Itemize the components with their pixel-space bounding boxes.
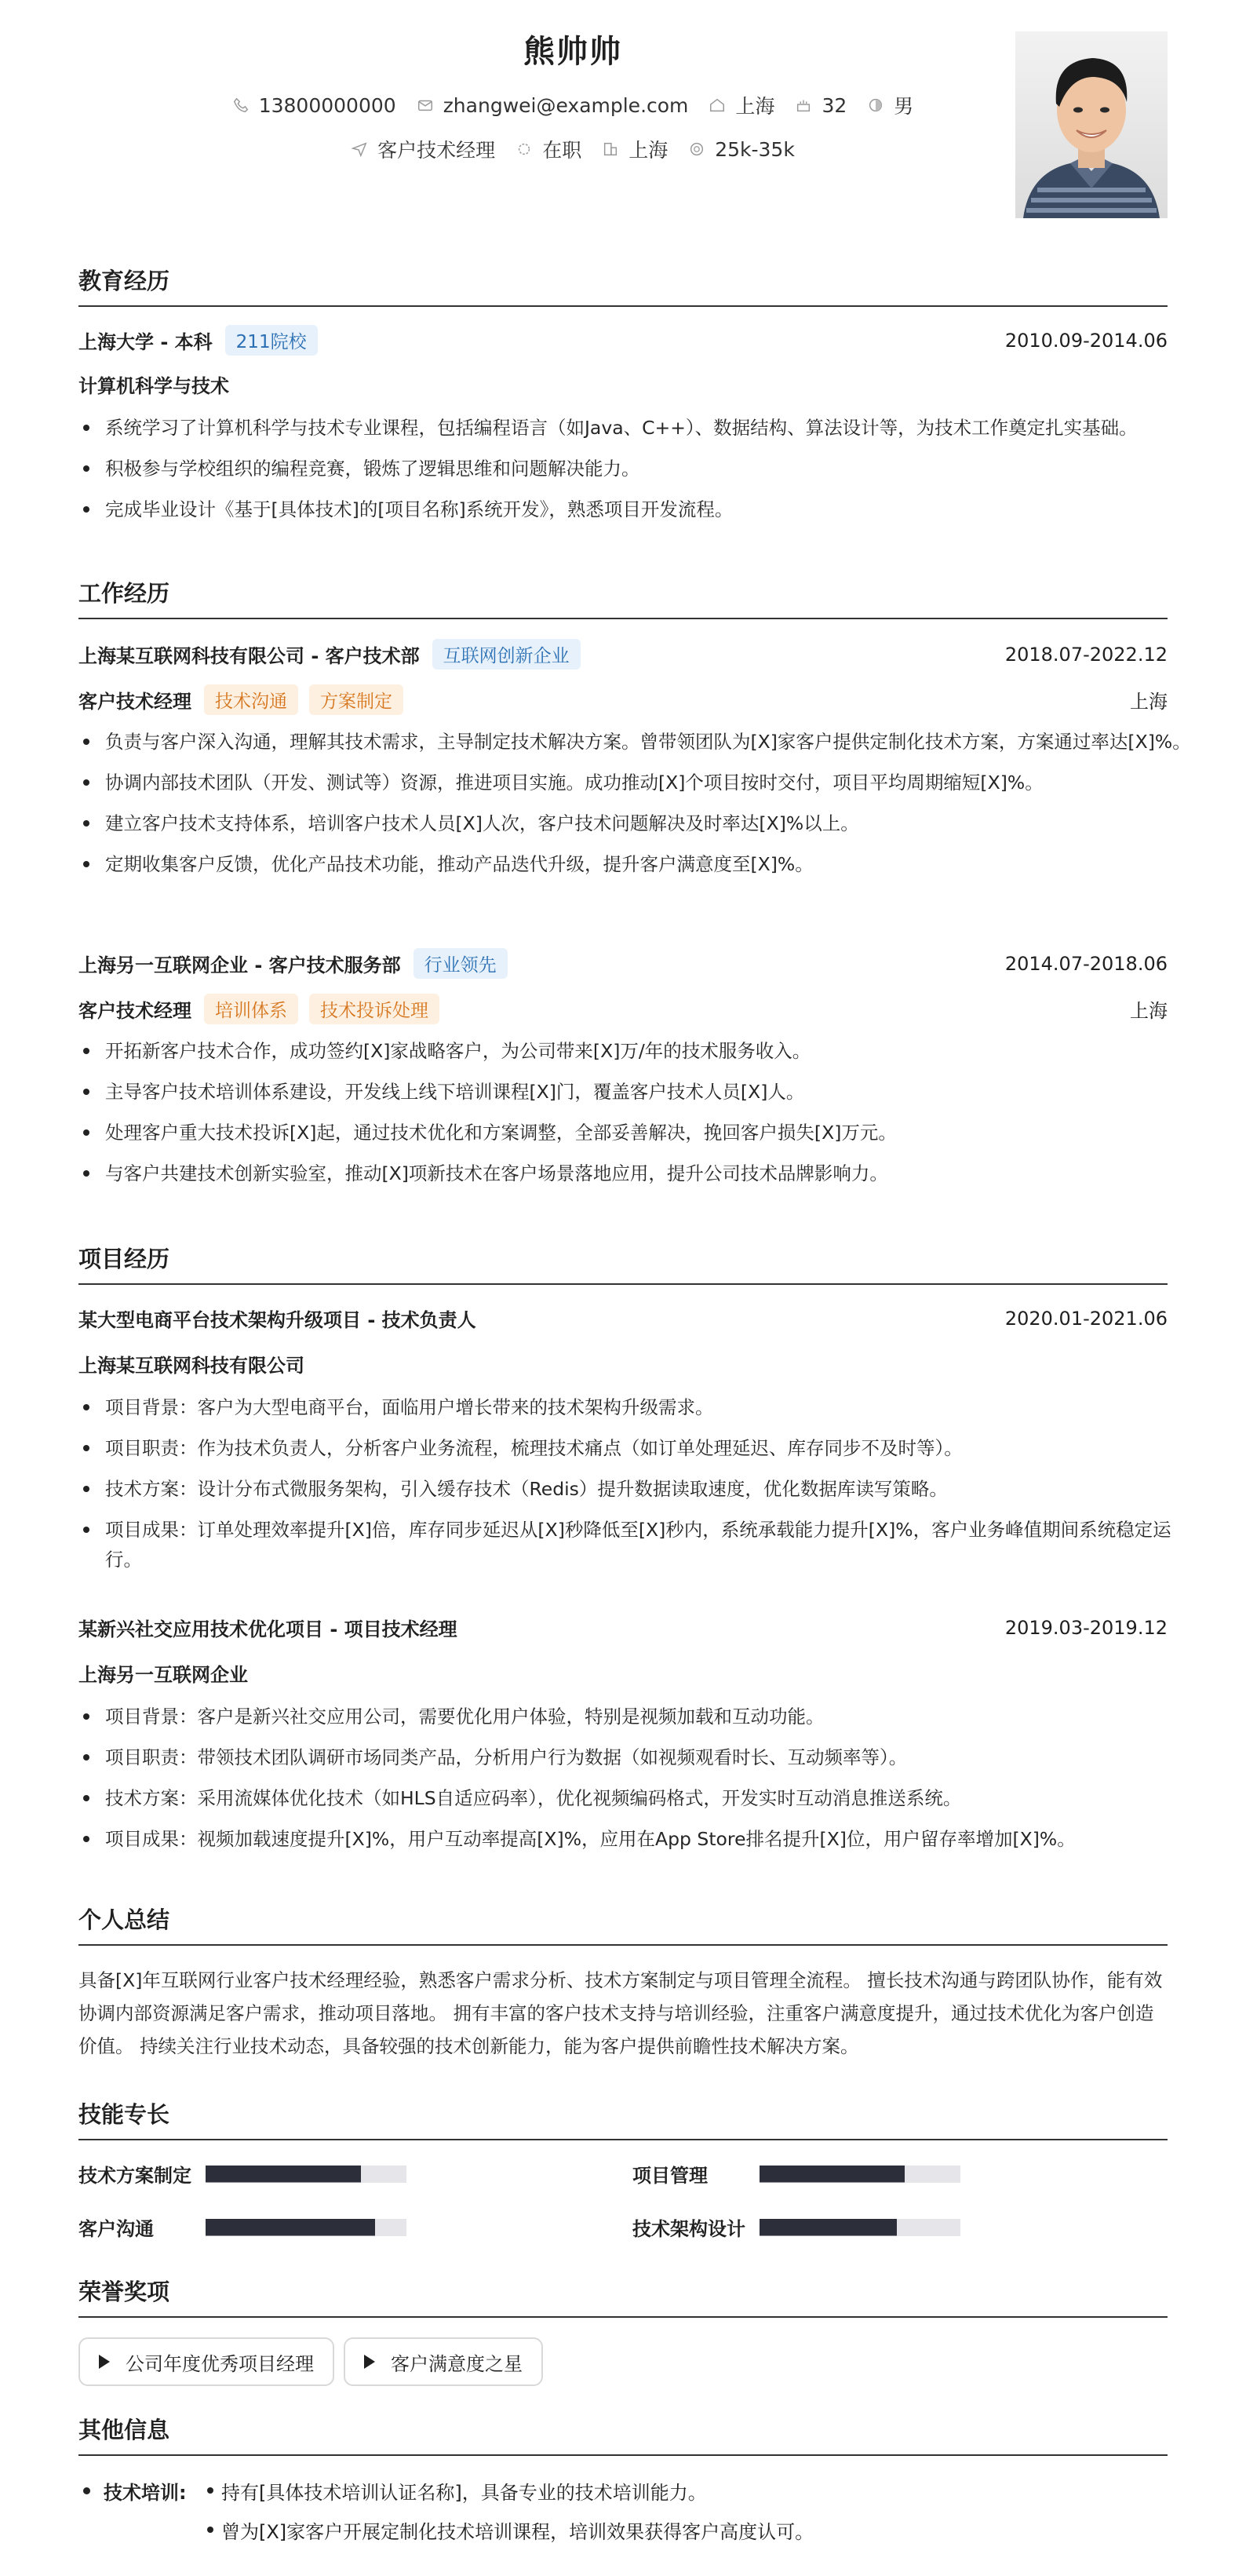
status-item [516,135,581,163]
other-row [78,2477,1168,2508]
school-name: 上海大学 - 本科 [78,331,213,353]
list-item: 主导客户技术培训体系建设，开发线上线下培训课程[X]门，覆盖客户技术人员[X]人。 [105,1077,1194,1107]
skill-item [78,2160,406,2187]
position-text: 客户技术经理 [377,139,496,162]
gender-icon [867,97,884,114]
target-city-item [602,135,668,163]
list-item: 负责与客户深入沟通，理解其技术需求，主导制定技术解决方案。曾带领团队为[X]家客户提供定制化技术方案，方案通过率达[X]%。 [105,727,1194,757]
education-title: 教育经历 [78,264,1168,307]
project-1-row [78,1304,1168,1332]
skill-bar [760,2166,960,2183]
major-row [78,370,1168,398]
project-2-org-row [78,1659,1168,1687]
projects-title: 项目经历 [78,1242,1168,1285]
skill-item [632,2160,960,2187]
mail-icon [417,97,434,114]
skill-bar-fill [206,2219,375,2236]
list-item: 开拓新客户技术合作，成功签约[X]家战略客户，为公司带来[X]万/年的技术服务收入。 [105,1036,1194,1066]
list-item: 项目背景：客户为大型电商平台，面临用户增长带来的技术架构升级需求。 [105,1392,1194,1422]
skill-bar-fill [760,2166,905,2183]
job-2-row [78,948,1168,979]
list-item: 技术方案：采用流媒体优化技术（如HLS自适应码率），优化视频编码格式，开发实时互动消息推送系统。 [105,1783,1194,1813]
project-1-org-row [78,1350,1168,1377]
age-item [795,94,847,117]
list-item: 定期收集客户反馈，优化产品技术功能，推动产品迭代升级，提升客户满意度至[X]%。 [105,849,1194,879]
other-title: 其他信息 [78,2413,1168,2456]
job-1-role-row [78,684,1168,715]
home-icon [709,97,726,114]
skill-name: 技术方案制定 [78,2165,191,2187]
honors-title: 荣誉奖项 [78,2275,1168,2318]
summary-text: 具备[X]年互联网行业客户技术经理经验，熟悉客户需求分析、技术方案制定与项目管理全流程。 擅长技术沟通与跨团队协作，能有效协调内部资源满足客户需求，推动项目落地。 拥有丰富的客户技术支持与培训经验，注重客户满意度提升，通过技术优化为客户创造价值。 持续关注行业技术动态，具备较强的技术创新能力，能为客户提供前瞻性技术解决方案。 [78,1969,1163,2057]
profile-photo [1015,31,1168,218]
skill-item [78,2213,406,2241]
education-date: 2010.09-2014.06 [1004,329,1168,352]
project-2-row [78,1614,1168,1641]
job-1-role: 客户技术经理 [78,691,191,713]
list-item: 与客户共建技术创新实验室，推动[X]项新技术在客户场景落地应用，提升公司技术品牌影响力。 [105,1158,1194,1188]
job-2-location: 上海 [1130,1000,1168,1022]
job-1-company: 上海某互联网科技有限公司 - 客户技术部 [78,645,420,667]
project-2-name: 某新兴社交应用技术优化项目 - 项目技术经理 [78,1618,457,1640]
list-item: 项目职责：作为技术负责人，分析客户业务流程，梳理技术痛点（如订单处理延迟、库存同步不及时等）。 [105,1433,1194,1463]
email-text: zhangwei@example.com [443,93,689,117]
school-tag: 211院校 [225,325,318,356]
job-2-role: 客户技术经理 [78,1000,191,1022]
status-text: 在职 [542,139,582,162]
skill-bar [760,2219,960,2236]
list-item: 完成毕业设计《基于[具体技术]的[项目名称]系统开发》，熟悉项目开发流程。 [105,494,1194,524]
project-2-date: 2019.03-2019.12 [1004,1616,1168,1639]
salary-text: 25k-35k [715,137,795,161]
project-1-date: 2020.01-2021.06 [1004,1307,1168,1330]
contact-row-2 [0,135,1146,163]
other-item: 持有[具体技术培训认证名称]，具备专业的技术培训能力。 [221,2477,707,2505]
job-2-bullets [78,1036,1194,1199]
skill-bar [206,2219,406,2236]
city-item [709,91,774,119]
skill-bar-fill [760,2219,897,2236]
bullet-dot [83,2487,90,2494]
skill-bar-fill [206,2166,361,2183]
job-1-date: 2018.07-2022.12 [1004,643,1168,666]
list-item: 项目成果：视频加载速度提升[X]%，用户互动率提高[X]%，应用在App Store排名提升[X]位，用户留存率增加[X]%。 [105,1824,1194,1854]
project-1-bullets [78,1392,1194,1585]
list-item: 处理客户重大技术投诉[X]起，通过技术优化和方案调整，全部妥善解决，挽回客户损失[X]万元。 [105,1118,1194,1148]
list-item: 项目成果：订单处理效率提升[X]倍，库存同步延迟从[X]秒降低至[X]秒内，系统承载能力提升[X]%，客户业务峰值期间系统稳定运行。 [105,1515,1194,1574]
list-item: 系统学习了计算机科学与技术专业课程，包括编程语言（如Java、C++）、数据结构、算法设计等，为技术工作奠定扎实基础。 [105,413,1194,443]
other-row [78,2516,1168,2548]
job-1-bullets [78,727,1194,890]
other-key: 技术培训: [104,2482,187,2504]
list-item: 建立客户技术支持体系，培训客户技术人员[X]人次，客户技术问题解决及时率达[X]%以上。 [105,808,1194,838]
status-icon [516,140,533,158]
cake-icon [795,97,812,114]
job-1-row [78,639,1168,670]
summary-title: 个人总结 [78,1903,1168,1946]
position-item [351,135,495,163]
candidate-name: 熊帅帅 [523,34,622,70]
major-name: 计算机科学与技术 [78,375,229,397]
salary-item [688,138,795,161]
send-icon [351,140,368,158]
list-item: 积极参与学校组织的编程竞赛，锻炼了逻辑思维和问题解决能力。 [105,454,1194,483]
job-2-skill-tag: 技术投诉处理 [309,994,439,1024]
project-1-org: 上海某互联网科技有限公司 [78,1355,304,1377]
list-item: 项目职责：带领技术团队调研市场同类产品，分析用户行为数据（如视频观看时长、互动频率等）。 [105,1742,1194,1772]
gender-text: 男 [894,95,914,118]
building-icon [602,140,619,158]
gender-item [867,91,913,119]
job-2-date: 2014.07-2018.06 [1004,952,1168,975]
other-item: 曾为[X]家客户开展定制化技术培训课程，培训效果获得客户高度认可。 [221,2516,814,2544]
job-2-company: 上海另一互联网企业 - 客户技术服务部 [78,954,401,976]
project-1-name: 某大型电商平台技术架构升级项目 - 技术负责人 [78,1309,476,1331]
job-1-skill-tag: 技术沟通 [204,684,298,715]
job-1-skill-tag: 方案制定 [309,684,403,715]
honor-label: 公司年度优秀项目经理 [126,2352,314,2375]
skill-bar [206,2166,406,2183]
skill-name: 项目管理 [632,2165,708,2187]
contact-row-1 [0,91,1146,119]
job-1-location: 上海 [1130,691,1168,713]
education-row [78,325,1168,356]
honor-badge [344,2337,543,2386]
job-2-role-row [78,994,1168,1024]
project-2-bullets [78,1702,1194,1865]
honor-badge [78,2337,334,2386]
list-item: 协调内部技术团队（开发、测试等）资源，推进项目实施。成功推动[X]个项目按时交付，项目平均周期缩短[X]%。 [105,768,1194,797]
email-item [417,94,689,117]
skill-name: 客户沟通 [78,2218,154,2240]
list-item: 技术方案：设计分布式微服务架构，引入缓存技术（Redis）提升数据读取速度，优化数据库读写策略。 [105,1474,1194,1504]
work-title: 工作经历 [78,576,1168,619]
skill-name: 技术架构设计 [632,2218,745,2240]
skills-title: 技能专长 [78,2097,1168,2140]
play-icon [364,2355,375,2369]
phone-text: 13800000000 [258,93,396,117]
honor-label: 客户满意度之星 [391,2352,523,2375]
target-city-text: 上海 [628,139,669,162]
skill-item [632,2213,960,2241]
job-2-tag: 行业领先 [414,948,508,979]
list-item: 项目背景：客户是新兴社交应用公司，需要优化用户体验，特别是视频加载和互动功能。 [105,1702,1194,1731]
city-text: 上海 [735,95,775,118]
job-2-skill-tag: 培训体系 [204,994,298,1024]
coin-icon [688,140,705,158]
phone-icon [232,97,250,114]
job-1-tag: 互联网创新企业 [432,639,581,670]
phone-item [232,94,396,117]
education-bullets [78,413,1194,535]
project-2-org: 上海另一互联网企业 [78,1664,248,1686]
age-text: 32 [822,93,847,117]
play-icon [99,2355,110,2369]
